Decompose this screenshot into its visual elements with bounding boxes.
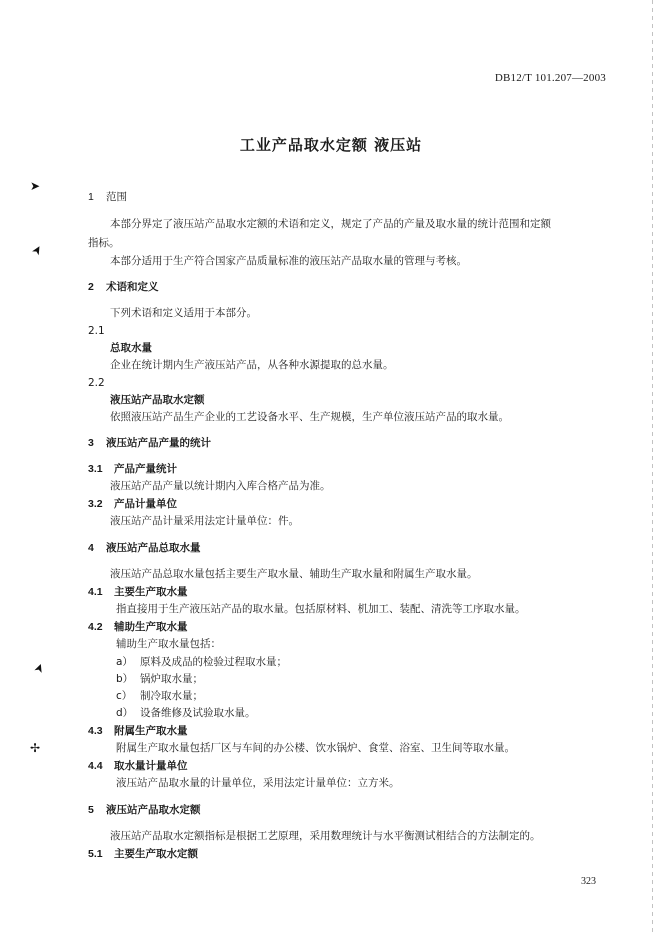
clause-4-2-intro: 辅助生产取水量包括：: [116, 638, 221, 650]
margin-arrow-mark: ➤: [28, 242, 46, 258]
clause-3-2-heading: 3.2 产品计量单位: [88, 498, 177, 510]
page-number: 323: [581, 876, 596, 887]
clause-3-1-text: 液压站产品产量以统计期内入库合格产品为准。: [110, 480, 331, 492]
clause-2-1-term: 总取水量: [110, 342, 152, 354]
clause-4-2-heading: 4.2 辅助生产取水量: [88, 621, 188, 633]
list-item: c） 制冷取水量；: [116, 690, 203, 702]
clause-2-1-definition: 企业在统计期内生产液压站产品，从各种水源提取的总水量。: [110, 359, 394, 371]
clause-4-4-text: 液压站产品取水量的计量单位，采用法定计量单位：立方米。: [116, 777, 400, 789]
section-5-heading: 5 液压站产品取水定额: [88, 804, 201, 816]
section-2-heading: 2 术语和定义: [88, 281, 159, 293]
clause-3-2-text: 液压站产品计量采用法定计量单位：件。: [110, 515, 299, 527]
section-5-intro: 液压站产品取水定额指标是根据工艺原理，采用数理统计与水平衡测试相结合的方法制定的。: [110, 830, 541, 842]
margin-arrow-mark: ➤: [30, 179, 41, 193]
margin-cross-mark: ✢: [30, 741, 41, 755]
document-title: 工业产品取水定额 液压站: [239, 136, 423, 154]
section-2-intro: 下列术语和定义适用于本部分。: [110, 307, 257, 319]
clause-4-4-heading: 4.4 取水量计量单位: [88, 760, 188, 772]
section-3-heading: 3 液压站产品产量的统计: [88, 437, 211, 449]
margin-arrow-mark: ➤: [30, 660, 48, 676]
clause-2-2-term: 液压站产品取水定额: [110, 394, 205, 406]
clause-2-2-definition: 依照液压站产品生产企业的工艺设备水平、生产规模，生产单位液压站产品的取水量。: [110, 411, 509, 423]
standard-code: DB12/T 101.207—2003: [494, 72, 606, 84]
clause-2-1-number: 2.1: [88, 325, 105, 337]
clause-5-1-heading: 5.1 主要生产取水定额: [88, 848, 198, 860]
section-1-paragraph-1-line-1: 本部分界定了液压站产品取水定额的术语和定义，规定了产品的产量及取水量的统计范围和定额: [110, 218, 551, 230]
clause-3-1-heading: 3.1 产品产量统计: [88, 463, 177, 475]
list-item: b） 锅炉取水量；: [116, 673, 203, 685]
clause-4-3-heading: 4.3 附属生产取水量: [88, 725, 188, 737]
section-1-paragraph-1-line-2: 指标。: [88, 237, 120, 249]
section-1-paragraph-2: 本部分适用于生产符合国家产品质量标准的液压站产品取水量的管理与考核。: [110, 255, 467, 267]
clause-4-1-heading: 4.1 主要生产取水量: [88, 586, 188, 598]
list-item: a） 原料及成品的检验过程取水量；: [116, 656, 287, 668]
list-item: d） 设备维修及试验取水量。: [116, 707, 256, 719]
section-1-heading: 1 范围: [88, 191, 127, 203]
clause-2-2-number: 2.2: [88, 377, 105, 389]
section-4-heading: 4 液压站产品总取水量: [88, 542, 201, 554]
section-4-intro: 液压站产品总取水量包括主要生产取水量、辅助生产取水量和附属生产取水量。: [110, 568, 478, 580]
clause-4-3-text: 附属生产取水量包括厂区与车间的办公楼、饮水锅炉、食堂、浴室、卫生间等取水量。: [116, 742, 515, 754]
clause-4-1-text: 指直接用于生产液压站产品的取水量。包括原材料、机加工、装配、清洗等工序取水量。: [116, 603, 526, 615]
